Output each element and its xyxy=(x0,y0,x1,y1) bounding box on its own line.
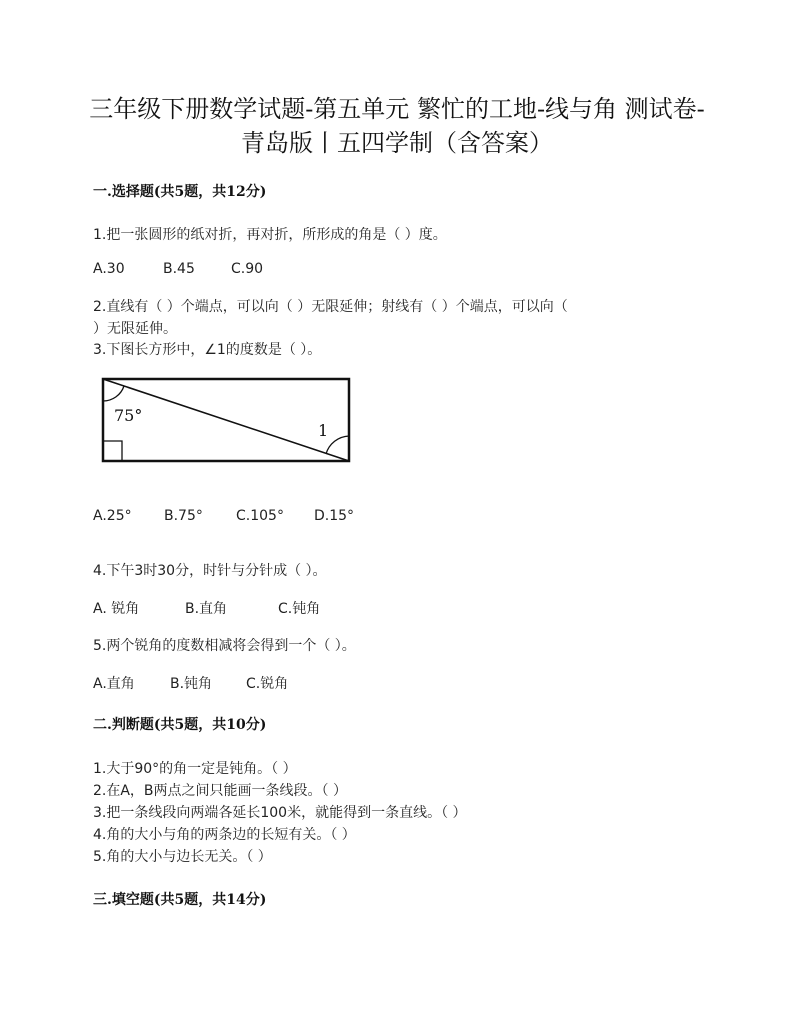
question-5-option-c: C.锐角 xyxy=(246,676,289,692)
judgement-item-3: 3.把一条线段向两端各延长100米，就能得到一条直线。（ ） xyxy=(93,805,467,821)
question-1-text: 1.把一张圆形的纸对折，再对折，所形成的角是（ ）度。 xyxy=(93,227,447,243)
section-heading-fill-in: 三.填空题(共5题，共14分) xyxy=(93,892,267,908)
question-5-options xyxy=(93,673,693,693)
angle-75-arc xyxy=(103,386,124,401)
angle-1-label: 1 xyxy=(318,421,329,440)
judgement-item-4: 4.角的大小与角的两条边的长短有关。（ ） xyxy=(93,827,356,843)
question-3-options xyxy=(93,508,693,528)
judgement-item-5: 5.角的大小与边长无关。（ ） xyxy=(93,849,272,865)
question-5-option-a: A.直角 xyxy=(93,676,135,692)
question-4-text: 4.下午3时30分，时针与分针成（ ）。 xyxy=(93,563,327,579)
question-3-text: 3.下图长方形中，∠1的度数是（ ）。 xyxy=(93,342,322,358)
rectangle-angle-figure xyxy=(100,376,352,464)
judgement-item-1: 1.大于90°的角一定是钝角。（ ） xyxy=(93,761,297,777)
question-3-option-b: B.75° xyxy=(164,508,203,524)
question-1-options xyxy=(93,261,693,281)
document-title-line1: 三年级下册数学试题-第五单元 繁忙的工地-线与角 测试卷- xyxy=(89,95,705,123)
question-3-option-c: C.105° xyxy=(236,508,284,524)
question-5-text: 5.两个锐角的度数相减将会得到一个（ ）。 xyxy=(93,638,356,654)
section-heading-judgement: 二.判断题(共5题，共10分) xyxy=(93,717,267,733)
question-3-option-d: D.15° xyxy=(314,508,355,524)
question-4-option-a: A. 锐角 xyxy=(93,601,140,617)
angle-75-label: 75° xyxy=(114,406,143,425)
judgement-item-2: 2.在A，B两点之间只能画一条线段。（ ） xyxy=(93,783,347,799)
question-5-option-b: B.钝角 xyxy=(170,676,213,692)
question-1-option-b: B.45 xyxy=(163,261,195,277)
question-1-option-c: C.90 xyxy=(231,261,264,277)
question-4-option-c: C.钝角 xyxy=(278,601,321,617)
right-angle-marker xyxy=(103,441,122,461)
question-4-options xyxy=(93,598,693,618)
angle-1-arc xyxy=(326,436,349,454)
question-1-option-a: A.30 xyxy=(93,261,125,277)
question-2-text-line2: ）无限延伸。 xyxy=(93,321,177,337)
section-heading-choice: 一.选择题(共5题，共12分) xyxy=(93,184,267,200)
question-2-text-line1: 2.直线有（ ）个端点，可以向（ ）无限延伸；射线有（ ）个端点，可以向（ xyxy=(93,299,568,315)
question-4-option-b: B.直角 xyxy=(185,601,228,617)
document-title-line2: 青岛版丨五四学制（含答案） xyxy=(241,129,553,157)
question-3-option-a: A.25° xyxy=(93,508,132,524)
